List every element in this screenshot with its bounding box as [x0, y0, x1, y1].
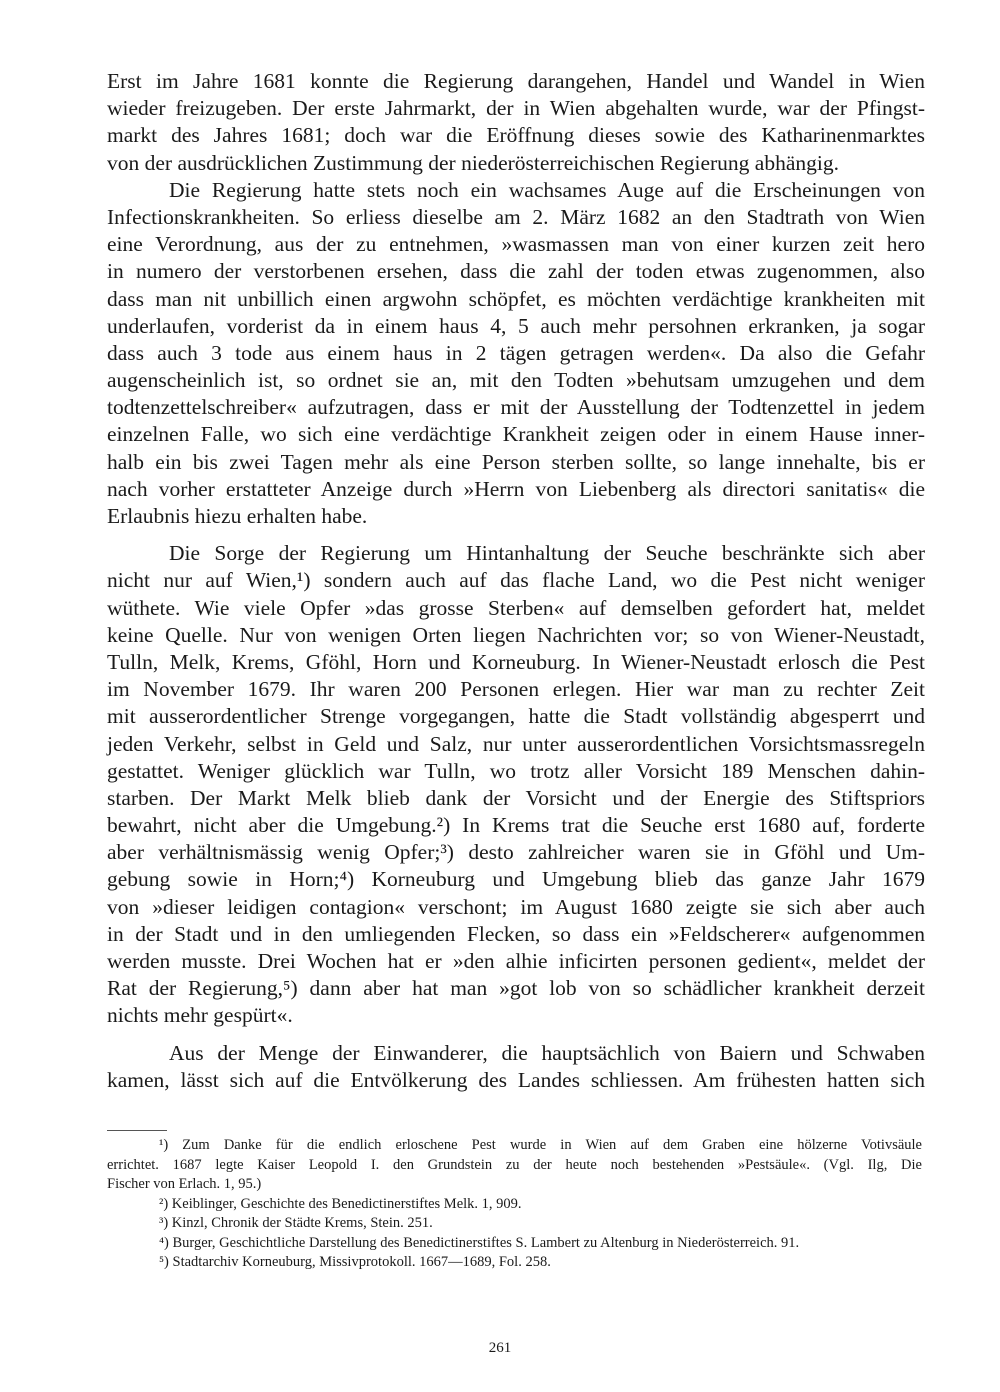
page-number: 261 — [488, 1340, 512, 1356]
text-line: gestattet. Weniger glücklich war Tulln, wo trotz aller Vorsicht 189 Menschen dahin- — [107, 758, 925, 783]
text-line: in numero der verstorbenen ersehen, dass die zahl der toden etwas zugenommen, also — [107, 259, 925, 284]
text-line: gebung sowie in Horn;⁴) Korneuburg und Umgebung blieb das ganze Jahr 1679 — [107, 867, 925, 892]
footnote-4 — [107, 1234, 922, 1254]
text-line: im November 1679. Ihr waren 200 Personen erlegen. Hier war man zu rechter Zeit — [107, 677, 925, 702]
text-line: Erlaubnis hiezu erhalten habe. — [107, 504, 368, 528]
footnote-line: errichtet. 1687 legte Kaiser Leopold I. den Grundstein zu der heute noch bestehenden »Pestsäule«. (Vgl. Ilg, Die — [107, 1156, 922, 1173]
text-line: todtenzettelschreiber« aufzutragen, dass er mit der Ausstellung der Todtenzettel in jedem — [107, 395, 925, 420]
footnote-2 — [107, 1195, 922, 1215]
text-line: dass auch 3 tode aus einem haus in 2 tägen getragen werden«. Da also die Gefahr — [107, 340, 925, 365]
text-line: dass man nit unbillich einen argwohn schöpfet, es möchten verdächtige krankheiten mit — [107, 286, 925, 311]
text-line: keine Quelle. Nur von wenigen Orten liegen Nachrichten vor; so von Wiener-Neustadt, — [107, 622, 925, 647]
footnotes — [107, 1136, 922, 1273]
footnote-line: ²) Keiblinger, Geschichte des Benedictinerstiftes Melk. 1, 909. — [159, 1195, 522, 1212]
footnote-line: Fischer von Erlach. 1, 95.) — [107, 1176, 262, 1192]
text-line: Die Regierung hatte stets noch ein wachsames Auge auf die Erscheinungen von — [169, 177, 925, 202]
paragraph-gap — [107, 530, 925, 540]
text-line: mit ausserordentlicher Strenge vorgegangen, hatte die Stadt vollständig abgesperrt und — [107, 704, 925, 729]
text-line: jeden Verkehr, selbst in Geld und Salz, nur unter ausserordentlichen Vorsichtsmassregeln — [107, 731, 925, 756]
text-line: bewahrt, nicht aber die Umgebung.²) In Krems trat die Seuche erst 1680 auf, forderte — [107, 813, 925, 838]
text-line: Rat der Regierung,⁵) dann aber hat man »got lob von so schädlicher krankheit derzeit — [107, 976, 925, 1001]
text-line: Aus der Menge der Einwanderer, die hauptsächlich von Baiern und Schwaben — [169, 1040, 925, 1065]
text-line: eine Verordnung, aus der zu entnehmen, »wasmassen man von einer kurzen zeit hero — [107, 232, 925, 257]
main-text — [107, 68, 925, 1094]
paragraph-2 — [107, 177, 925, 530]
text-line: einzelnen Falle, wo sich eine verdächtige Krankheit zeigen oder in einem Hause inner- — [107, 422, 925, 447]
footnote-line: ¹) Zum Danke für die endlich erloschene Pest wurde in Wien auf dem Graben eine hölzerne Votivsäule — [159, 1137, 922, 1153]
text-line: Erst im Jahre 1681 konnte die Regierung darangehen, Handel und Wandel in Wien — [107, 69, 925, 93]
paragraph-4 — [107, 1040, 925, 1094]
paragraph-1 — [107, 68, 925, 177]
paragraph-3 — [107, 540, 925, 1029]
text-line: starben. Der Markt Melk blieb dank der Vorsicht und der Energie des Stiftspriors — [107, 785, 925, 810]
paragraph-gap — [107, 1030, 925, 1040]
text-line: nicht nur auf Wien,¹) sondern auch auf das flache Land, wo die Pest nicht weniger — [107, 568, 925, 593]
text-line: Tulln, Melk, Krems, Gföhl, Horn und Korneuburg. In Wiener-Neustadt erlosch die Pest — [107, 649, 925, 674]
text-line: wüthete. Wie viele Opfer »das grosse Sterben« auf demselben gefordert hat, meldet — [107, 595, 925, 620]
text-line: Infectionskrankheiten. So erliess dieselbe am 2. März 1682 an den Stadtrath von Wien — [107, 204, 925, 229]
text-line: markt des Jahres 1681; doch war die Eröffnung dieses sowie des Katharinenmarktes — [107, 123, 925, 148]
text-line: augenscheinlich ist, so ordnet sie an, mit den Todten »behutsam umzugehen und dem — [107, 368, 925, 393]
footnote-1 — [107, 1136, 922, 1195]
footnote-line: ⁵) Stadtarchiv Korneuburg, Missivprotokoll. 1667—1689, Fol. 258. — [159, 1254, 551, 1270]
footnote-3 — [107, 1214, 922, 1234]
text-line: in der Stadt und in den umliegenden Flecken, so dass ein »Feldscherer« aufgenommen — [107, 921, 925, 946]
footnote-5 — [107, 1253, 922, 1273]
text-line: wieder freizugeben. Der erste Jahrmarkt, der in Wien abgehalten wurde, war der Pfingst- — [107, 96, 925, 121]
text-line: von der ausdrücklichen Zustimmung der niederösterreichischen Regierung abhängig. — [107, 150, 839, 175]
text-line: halb ein bis zwei Tagen mehr als eine Person sterben sollte, so lange innehalte, bis er — [107, 449, 925, 474]
text-line: werden musste. Drei Wochen hat er »den alhie inficirten personen gedient«, meldet der — [107, 949, 925, 973]
text-line: Die Sorge der Regierung um Hintanhaltung der Seuche beschränkte sich aber — [169, 541, 925, 566]
text-line: nichts mehr gespürt«. — [107, 1003, 293, 1028]
footnote-line: ⁴) Burger, Geschichtliche Darstellung des Benedictinerstiftes S. Lambert zu Altenburg in Niederösterreich. 91. — [159, 1234, 800, 1251]
text-line: von »dieser leidigen contagion« verschont; im August 1680 zeigte sie sich aber auch — [107, 894, 925, 919]
text-line: kamen, lässt sich auf die Entvölkerung des Landes schliessen. Am frühesten hatten sich — [107, 1067, 925, 1092]
footnote-divider — [107, 1130, 167, 1131]
text-line: nach vorher erstatteter Anzeige durch »Herrn von Liebenberg als directori sanitatis« die — [107, 476, 925, 501]
text-line: aber verhältnismässig wenig Opfer;³) desto zahlreicher waren sie in Gföhl und Um- — [107, 840, 925, 865]
footnote-line: ³) Kinzl, Chronik der Städte Krems, Stein. 251. — [159, 1215, 433, 1231]
text-line: underlaufen, vorderist da in einem haus 4, 5 auch mehr persohnen erkranken, ja sogar — [107, 313, 925, 338]
